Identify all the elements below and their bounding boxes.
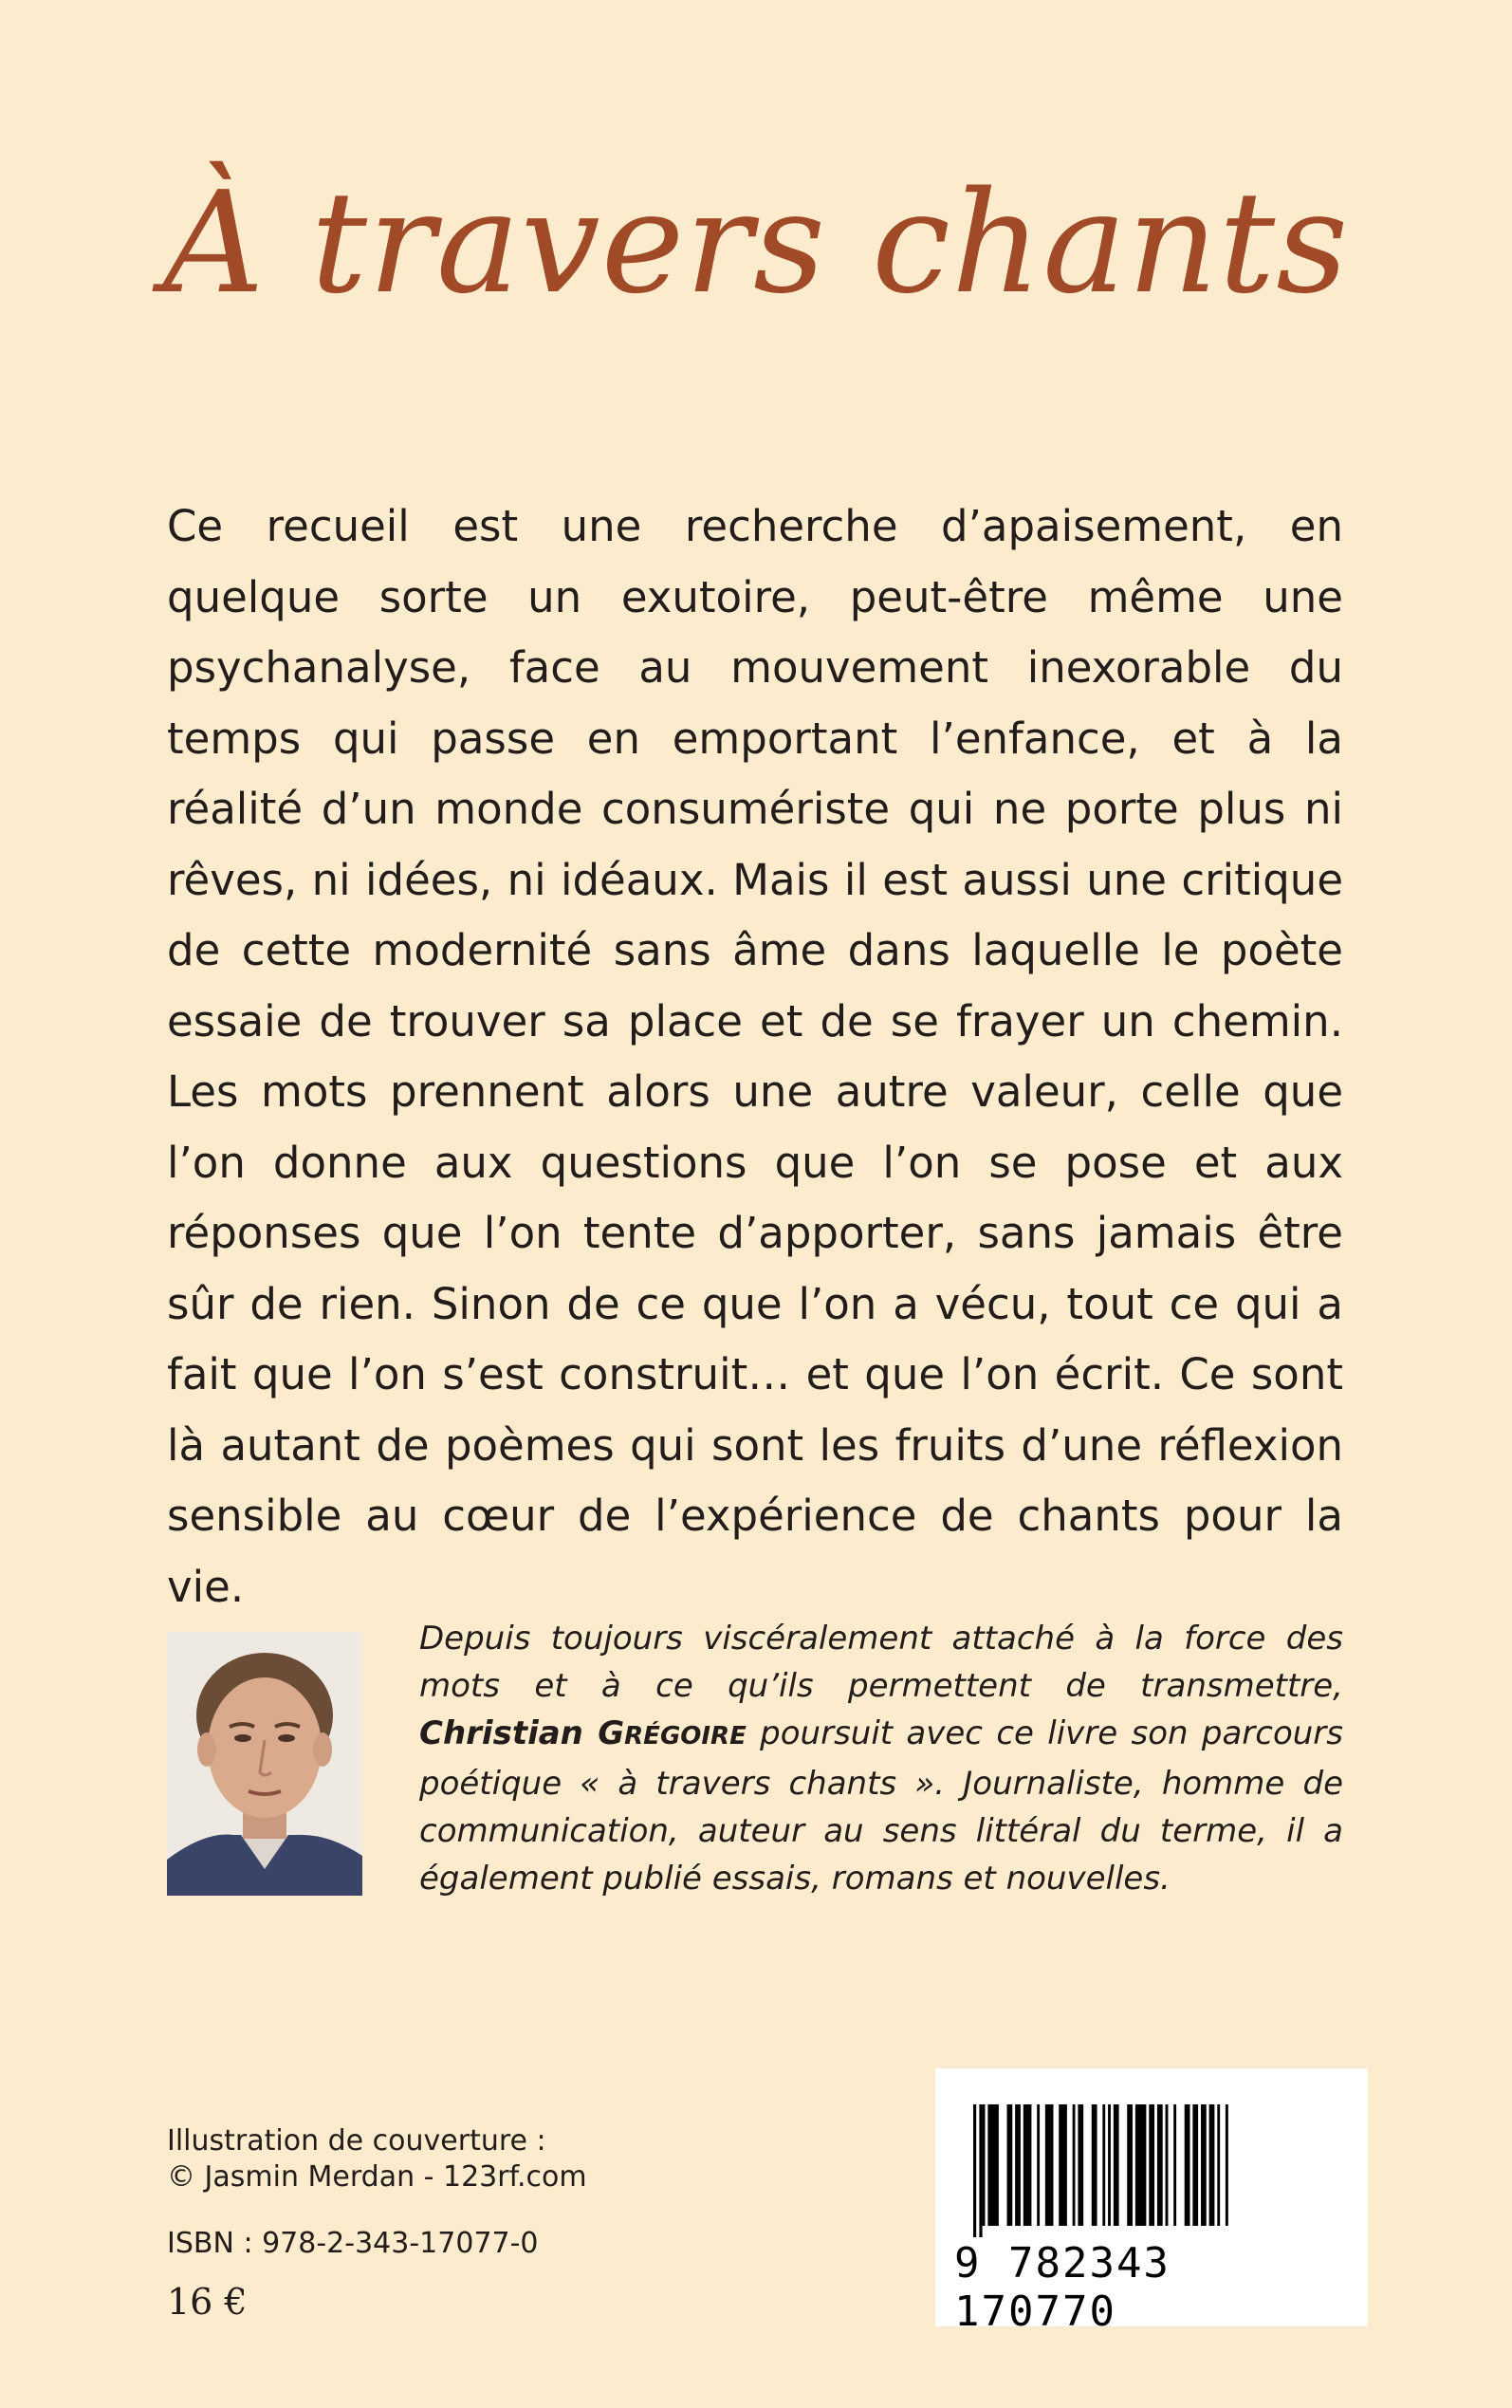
barcode-bar bbox=[1149, 2104, 1154, 2226]
barcode-bar bbox=[1102, 2104, 1105, 2226]
barcode-bar bbox=[1135, 2104, 1147, 2226]
author-bio bbox=[419, 1615, 1343, 1902]
barcode-bar bbox=[1037, 2104, 1040, 2226]
barcode-bar bbox=[1092, 2104, 1097, 2226]
back-cover-blurb: Ce recueil est une recherche d’apaisement, en quelque sorte un exutoire, peut-être même une psychanalyse, face au mouvement inexorable du temps qui passe en emportant l’enfance, et à la réalité d’un monde consumériste qui ne porte plus ni rêves, ni idées, ni idéaux. Mais il est aussi une critique de cette modernité sans âme dans laquelle le poète essaie de trouver sa place et de se frayer un chemin. Les mots prennent alors une autre valeur, celle que l’on donne aux questions que l’on se pose et aux réponses que l’on tente d’apporter, sans jamais être sûr de rien. Sinon de ce que l’on a vécu, tout ce qui a fait que l’on s’est construit… et que l’on écrit. Ce sont là autant de poèmes qui sont les fruits d’une réflexion sensible au cœur de l’expérience de chants pour la vie. bbox=[167, 501, 1343, 1612]
author-last-name-rest: RÉGOIRE bbox=[624, 1722, 747, 1750]
barcode-bar bbox=[1166, 2104, 1169, 2226]
barcode-bar bbox=[1192, 2104, 1198, 2226]
barcode-bar bbox=[1023, 2104, 1032, 2226]
barcode-guard-bar bbox=[973, 2104, 976, 2237]
barcode-bar bbox=[1015, 2104, 1021, 2226]
barcode-bar bbox=[1108, 2104, 1111, 2226]
barcode bbox=[935, 2068, 1368, 2336]
barcode-bar bbox=[1217, 2104, 1220, 2226]
barcode-bar bbox=[983, 2104, 986, 2226]
author-name bbox=[419, 1714, 747, 1752]
credits-line-1: Illustration de couverture : bbox=[167, 2124, 546, 2158]
author-first-name: Christian bbox=[419, 1714, 583, 1752]
isbn: ISBN : 978-2-343-17077-0 bbox=[167, 2227, 539, 2260]
credits-line-2: © Jasmin Merdan - 123rf.com bbox=[167, 2160, 587, 2194]
barcode-bars bbox=[968, 2104, 1337, 2237]
price: 16 € bbox=[167, 2281, 248, 2323]
barcode-bar bbox=[1045, 2104, 1054, 2226]
book-title: À travers chants bbox=[162, 161, 1350, 324]
author-last-name-initial: G bbox=[598, 1714, 625, 1752]
author-bio-intro: Depuis toujours viscéralement attaché à la force des mots et à ce qu’ils permettent de transmettre, bbox=[419, 1620, 1343, 1705]
barcode-bar bbox=[1173, 2104, 1176, 2226]
barcode-bar bbox=[1226, 2104, 1228, 2226]
barcode-bar bbox=[1127, 2104, 1133, 2226]
author-bio-rest: poursuit avec ce livre son parcours poétique « à travers chants ». Journaliste, homme de communication, auteur au sens littéral du terme, il a également publié essais, romans et nouvelles. bbox=[419, 1714, 1343, 1898]
barcode-bar bbox=[1209, 2104, 1215, 2226]
barcode-bar bbox=[1201, 2104, 1207, 2226]
barcode-bar bbox=[1059, 2104, 1067, 2226]
barcode-bar bbox=[1185, 2104, 1190, 2226]
barcode-bar bbox=[1078, 2104, 1083, 2226]
barcode-bar bbox=[1114, 2104, 1119, 2226]
barcode-digits: 9 782343 170770 bbox=[954, 2239, 1171, 2336]
barcode-bar bbox=[1157, 2104, 1163, 2226]
barcode-bar bbox=[1007, 2104, 1013, 2226]
author-photo bbox=[167, 1632, 362, 1896]
barcode-bar bbox=[1073, 2104, 1076, 2226]
barcode-bar bbox=[987, 2104, 999, 2226]
cover-credits bbox=[167, 2123, 587, 2195]
barcode-guard-bar bbox=[979, 2104, 982, 2237]
